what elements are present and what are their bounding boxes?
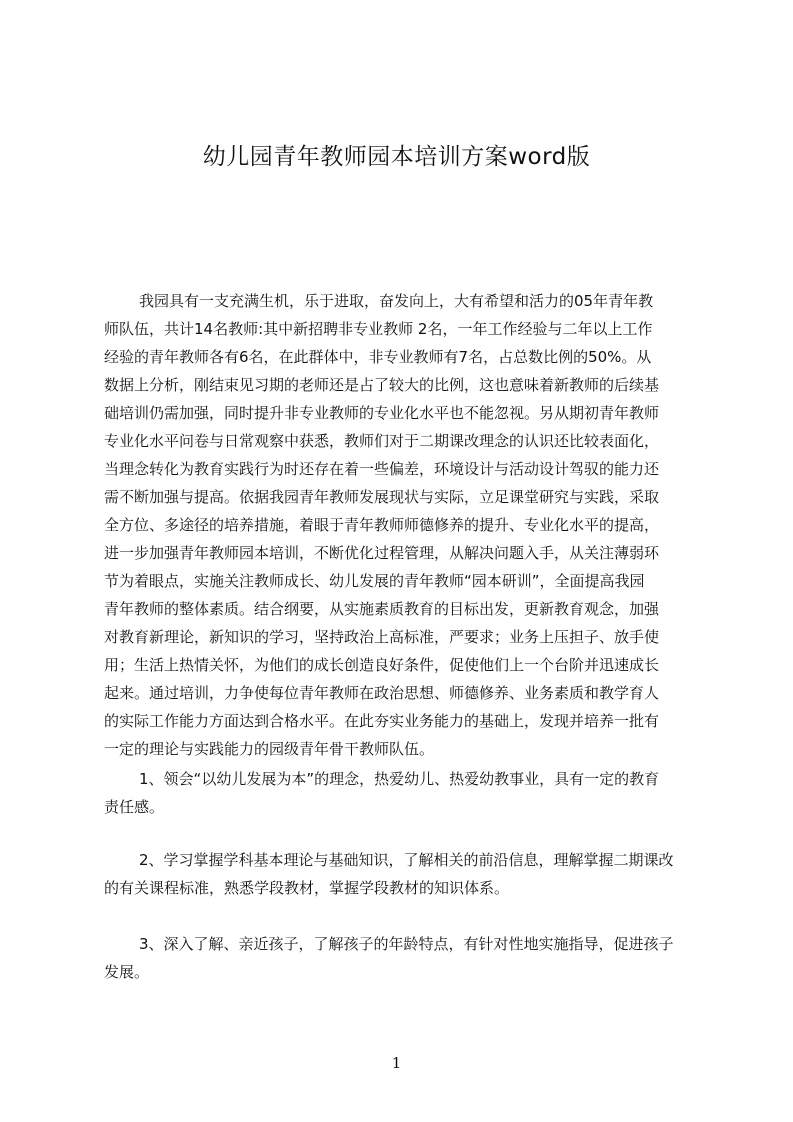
intro-paragraph	[104, 287, 700, 763]
paragraph-line: 需不断加强与提高。依据我园青年教师发展现状与实际，立足课堂研究与实践，采取	[104, 488, 660, 506]
paragraph-line: 我园具有一支充满生机，乐于进取，奋发向上，大有希望和活力的05年青年教	[139, 292, 654, 310]
paragraph-line: 进一步加强青年教师园本培训，不断优化过程管理，从解决问题入手，从关注薄弱环	[104, 544, 660, 562]
paragraph-line: 青年教师的整体素质。结合纲要，从实施素质教育的目标出发，更新教育观念，加强	[104, 600, 660, 618]
paragraph-line: 用；生活上热情关怀，为他们的成长创造良好条件，促使他们上一个台阶并迅速成长	[104, 656, 660, 674]
paragraph-line: 师队伍，共计14名教师:其中新招聘非专业教师 2名，一年工作经验与二年以上工作	[104, 320, 653, 338]
paragraph-line: 对教育新理论，新知识的学习，坚持政治上高标准，严要求；业务上压担子、放手使	[104, 628, 660, 646]
list-item-1	[104, 765, 708, 821]
list-item-line: 1、领会“以幼儿发展为本”的理念，热爱幼儿、热爱幼教事业，具有一定的教育	[139, 770, 660, 788]
paragraph-line: 的实际工作能力方面达到合格水平。在此夯实业务能力的基础上，发现并培养一批有	[104, 712, 660, 730]
list-item-line: 2、学习掌握学科基本理论与基础知识，了解相关的前沿信息，理解掌握二期课改	[139, 851, 674, 869]
paragraph-line: 起来。通过培训，力争使每位青年教师在政治思想、师德修养、业务素质和教学育人	[104, 684, 660, 702]
list-item-line: 3、深入了解、亲近孩子，了解孩子的年龄特点，有针对性地实施指导，促进孩子	[139, 935, 674, 953]
paragraph-line: 数据上分析，刚结束见习期的老师还是占了较大的比例，这也意味着新教师的后续基	[104, 376, 660, 394]
list-item-line: 发展。	[104, 963, 150, 981]
page-title: 幼儿园青年教师园本培训方案word版	[202, 144, 591, 170]
paragraph-line: 当理念转化为教育实践行为时还存在着一些偏差，环境设计与活动设计驾驭的能力还	[104, 460, 660, 478]
paragraph-line: 全方位、多途径的培养措施，着眼于青年教师师德修养的提升、专业化水平的提高，	[104, 516, 660, 534]
list-item-line: 的有关课程标准，熟悉学段教材，掌握学段教材的知识体系。	[104, 879, 510, 897]
paragraph-line: 础培训仍需加强，同时提升非专业教师的专业化水平也不能忽视。另从期初青年教师	[104, 404, 660, 422]
page-number: 1	[391, 1054, 402, 1072]
paragraph-line: 经验的青年教师各有6名，在此群体中，非专业教师有7名，占总数比例的50%。从	[104, 348, 652, 366]
list-item-line: 责任感。	[104, 798, 165, 816]
paragraph-line: 节为着眼点，实施关注教师成长、幼儿发展的青年教师“园本研训”，全面提高我园	[104, 572, 645, 590]
list-item-3	[104, 930, 708, 986]
list-item-2	[104, 846, 708, 902]
paragraph-line: 一定的理论与实践能力的园级青年骨干教师队伍。	[104, 740, 435, 758]
paragraph-line: 专业化水平问卷与日常观察中获悉，教师们对于二期课改理念的认识还比较表面化，	[104, 432, 660, 450]
